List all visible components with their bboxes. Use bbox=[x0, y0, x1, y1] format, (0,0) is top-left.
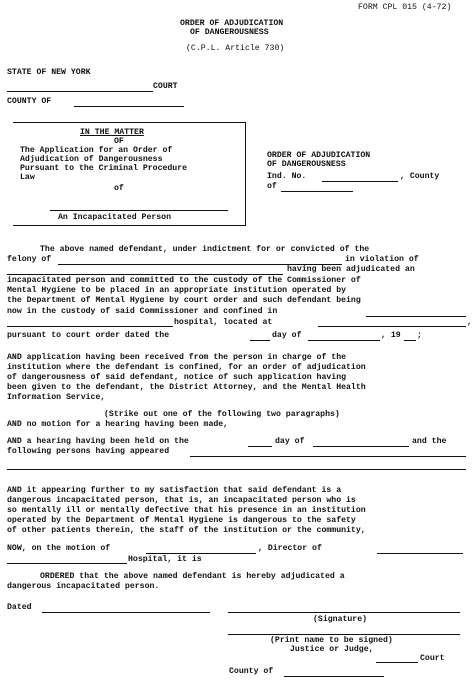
form-id: FORM CPL 015 (4-72) bbox=[358, 3, 452, 12]
caption-top-rule bbox=[13, 122, 246, 123]
ind-no-field[interactable] bbox=[322, 181, 398, 182]
caption-line-2: Adjudication of Dangerousness bbox=[20, 155, 163, 164]
court-name-field[interactable] bbox=[7, 91, 153, 92]
county-label: COUNTY OF bbox=[7, 97, 52, 106]
caption-bottom-rule bbox=[13, 225, 246, 226]
dated-field[interactable] bbox=[42, 612, 210, 613]
director-of-field[interactable] bbox=[377, 553, 463, 554]
form-title-1: ORDER OF ADJUDICATION bbox=[180, 19, 284, 28]
para1-line3: having been adjudicated an bbox=[287, 265, 415, 274]
caption-right-rule bbox=[245, 122, 246, 225]
confined-in-field[interactable] bbox=[366, 316, 466, 317]
para5-line1: AND it appearing further to my satisfaction that said defendant is a bbox=[7, 486, 342, 495]
caption-matter: IN THE MATTER bbox=[80, 128, 144, 137]
para6-director-label: , Director of bbox=[258, 544, 322, 553]
para2-line4: been given to the defendant, the District Attorney, and the Mental Health bbox=[7, 383, 366, 392]
right-of-label: of bbox=[267, 182, 277, 191]
county-field[interactable] bbox=[74, 106, 184, 107]
para6-hospital: Hospital, it is bbox=[128, 555, 202, 564]
para1-day-of: day of bbox=[272, 331, 302, 340]
para1-line7: now in the custody of said Commissioner and confined in bbox=[7, 307, 278, 316]
court-field[interactable] bbox=[376, 662, 418, 663]
sig-county-field[interactable] bbox=[284, 676, 384, 677]
para6-motion-label: NOW, on the motion of bbox=[7, 544, 111, 553]
para1-line6: the Department of Mental Hygiene by court order and such defendant being bbox=[7, 296, 361, 305]
para1-hospital-label: hospital, located at bbox=[174, 318, 273, 327]
state-label: STATE OF NEW YORK bbox=[7, 68, 91, 77]
para5-line4: operated by the Department of Mental Hygiene is dangerous to the safety bbox=[7, 516, 356, 525]
hospital-field-2[interactable] bbox=[7, 563, 127, 564]
order-year-field[interactable] bbox=[404, 340, 416, 341]
para1-violation-label: in violation of bbox=[345, 255, 419, 264]
appeared-field-2[interactable] bbox=[7, 469, 466, 470]
right-county-field[interactable] bbox=[281, 191, 353, 192]
hospital-name-field[interactable] bbox=[7, 326, 173, 327]
order-month-field[interactable] bbox=[308, 340, 380, 341]
caption-line-3: Pursuant to the Criminal Procedure bbox=[20, 164, 188, 173]
violation-field[interactable] bbox=[7, 274, 283, 275]
para1-semicolon: ; bbox=[417, 331, 422, 340]
para7-line2: dangerous incapacitated person. bbox=[7, 582, 160, 591]
para5-line2: dangerous incapacitated person, that is, an incapacitated person who is bbox=[7, 496, 356, 505]
print-name-label: (Print name to be signed) bbox=[270, 636, 393, 645]
defendant-name-field[interactable] bbox=[50, 210, 228, 211]
order-day-field[interactable] bbox=[250, 340, 270, 341]
para1-line1: The above named defendant, under indictment for or convicted of the bbox=[40, 245, 370, 254]
right-title-2: OF DANGEROUSNESS bbox=[267, 160, 346, 169]
hearing-month-field[interactable] bbox=[313, 446, 409, 447]
print-name-field[interactable] bbox=[228, 634, 460, 635]
justice-label: Justice or Judge, bbox=[290, 645, 374, 654]
para1-line4: incapacitated person and committed to the custody of the Commissioner of bbox=[7, 276, 361, 285]
appeared-field-1[interactable] bbox=[190, 456, 466, 457]
para1-comma: , bbox=[467, 318, 472, 327]
signature-field[interactable] bbox=[228, 612, 460, 613]
para2-line3: of dangerousness of said defendant, notice of such application having bbox=[7, 373, 347, 382]
right-title-1: ORDER OF ADJUDICATION bbox=[267, 151, 371, 160]
caption-line-4: Law bbox=[20, 173, 35, 182]
para2-line1: AND application having been received from the person in charge of the bbox=[7, 353, 347, 362]
form-title-2: OF DANGEROUSNESS bbox=[190, 28, 269, 37]
para4-line1: AND a hearing having been held on the bbox=[7, 437, 189, 446]
hearing-day-field[interactable] bbox=[248, 446, 272, 447]
para1-pursuant: pursuant to court order dated the bbox=[7, 331, 170, 340]
caption-line-1: The Application for an Order of bbox=[20, 146, 173, 155]
caption-of-2: of bbox=[114, 184, 124, 193]
para1-line5: Mental Hygiene to be placed in an appropriate institution operated by bbox=[7, 286, 347, 295]
ind-no-label: Ind. No. bbox=[267, 172, 307, 181]
para4-day-of: day of bbox=[275, 437, 305, 446]
caption-person: An Incapacitated Person bbox=[58, 213, 172, 222]
para2-line5: Information Service, bbox=[7, 393, 106, 402]
sig-court-label: Court bbox=[420, 654, 445, 663]
para2-line2: institution where the defendant is confined, for an order of adjudication bbox=[7, 363, 366, 372]
para7-line1: ORDERED that the above named defendant is hereby adjudicated a bbox=[40, 572, 345, 581]
caption-of: OF bbox=[114, 137, 124, 146]
para5-line5: of other patients therein, the staff of the institution or the community, bbox=[7, 526, 366, 535]
motion-of-field[interactable] bbox=[146, 553, 256, 554]
court-label: COURT bbox=[153, 82, 178, 91]
signature-label: (Signature) bbox=[313, 615, 368, 624]
sig-county-label: County of bbox=[229, 667, 274, 676]
para1-felony-label: felony of bbox=[7, 255, 52, 264]
located-at-field[interactable] bbox=[318, 326, 466, 327]
strike-note: (Strike out one of the following two paragraphs) bbox=[104, 410, 340, 419]
right-county-label: , County bbox=[400, 172, 440, 181]
para4-and-the: and the bbox=[412, 437, 447, 446]
para5-line3: so mentally ill or mentally defective that his presence in an institution bbox=[7, 506, 366, 515]
form-title-3: (C.P.L. Article 730) bbox=[186, 44, 285, 53]
para1-year: , 19 bbox=[381, 331, 401, 340]
para4-line2: following persons having appeared bbox=[7, 447, 170, 456]
para3-no-motion: AND no motion for a hearing having been made, bbox=[7, 420, 229, 429]
dated-label: Dated bbox=[7, 603, 32, 612]
